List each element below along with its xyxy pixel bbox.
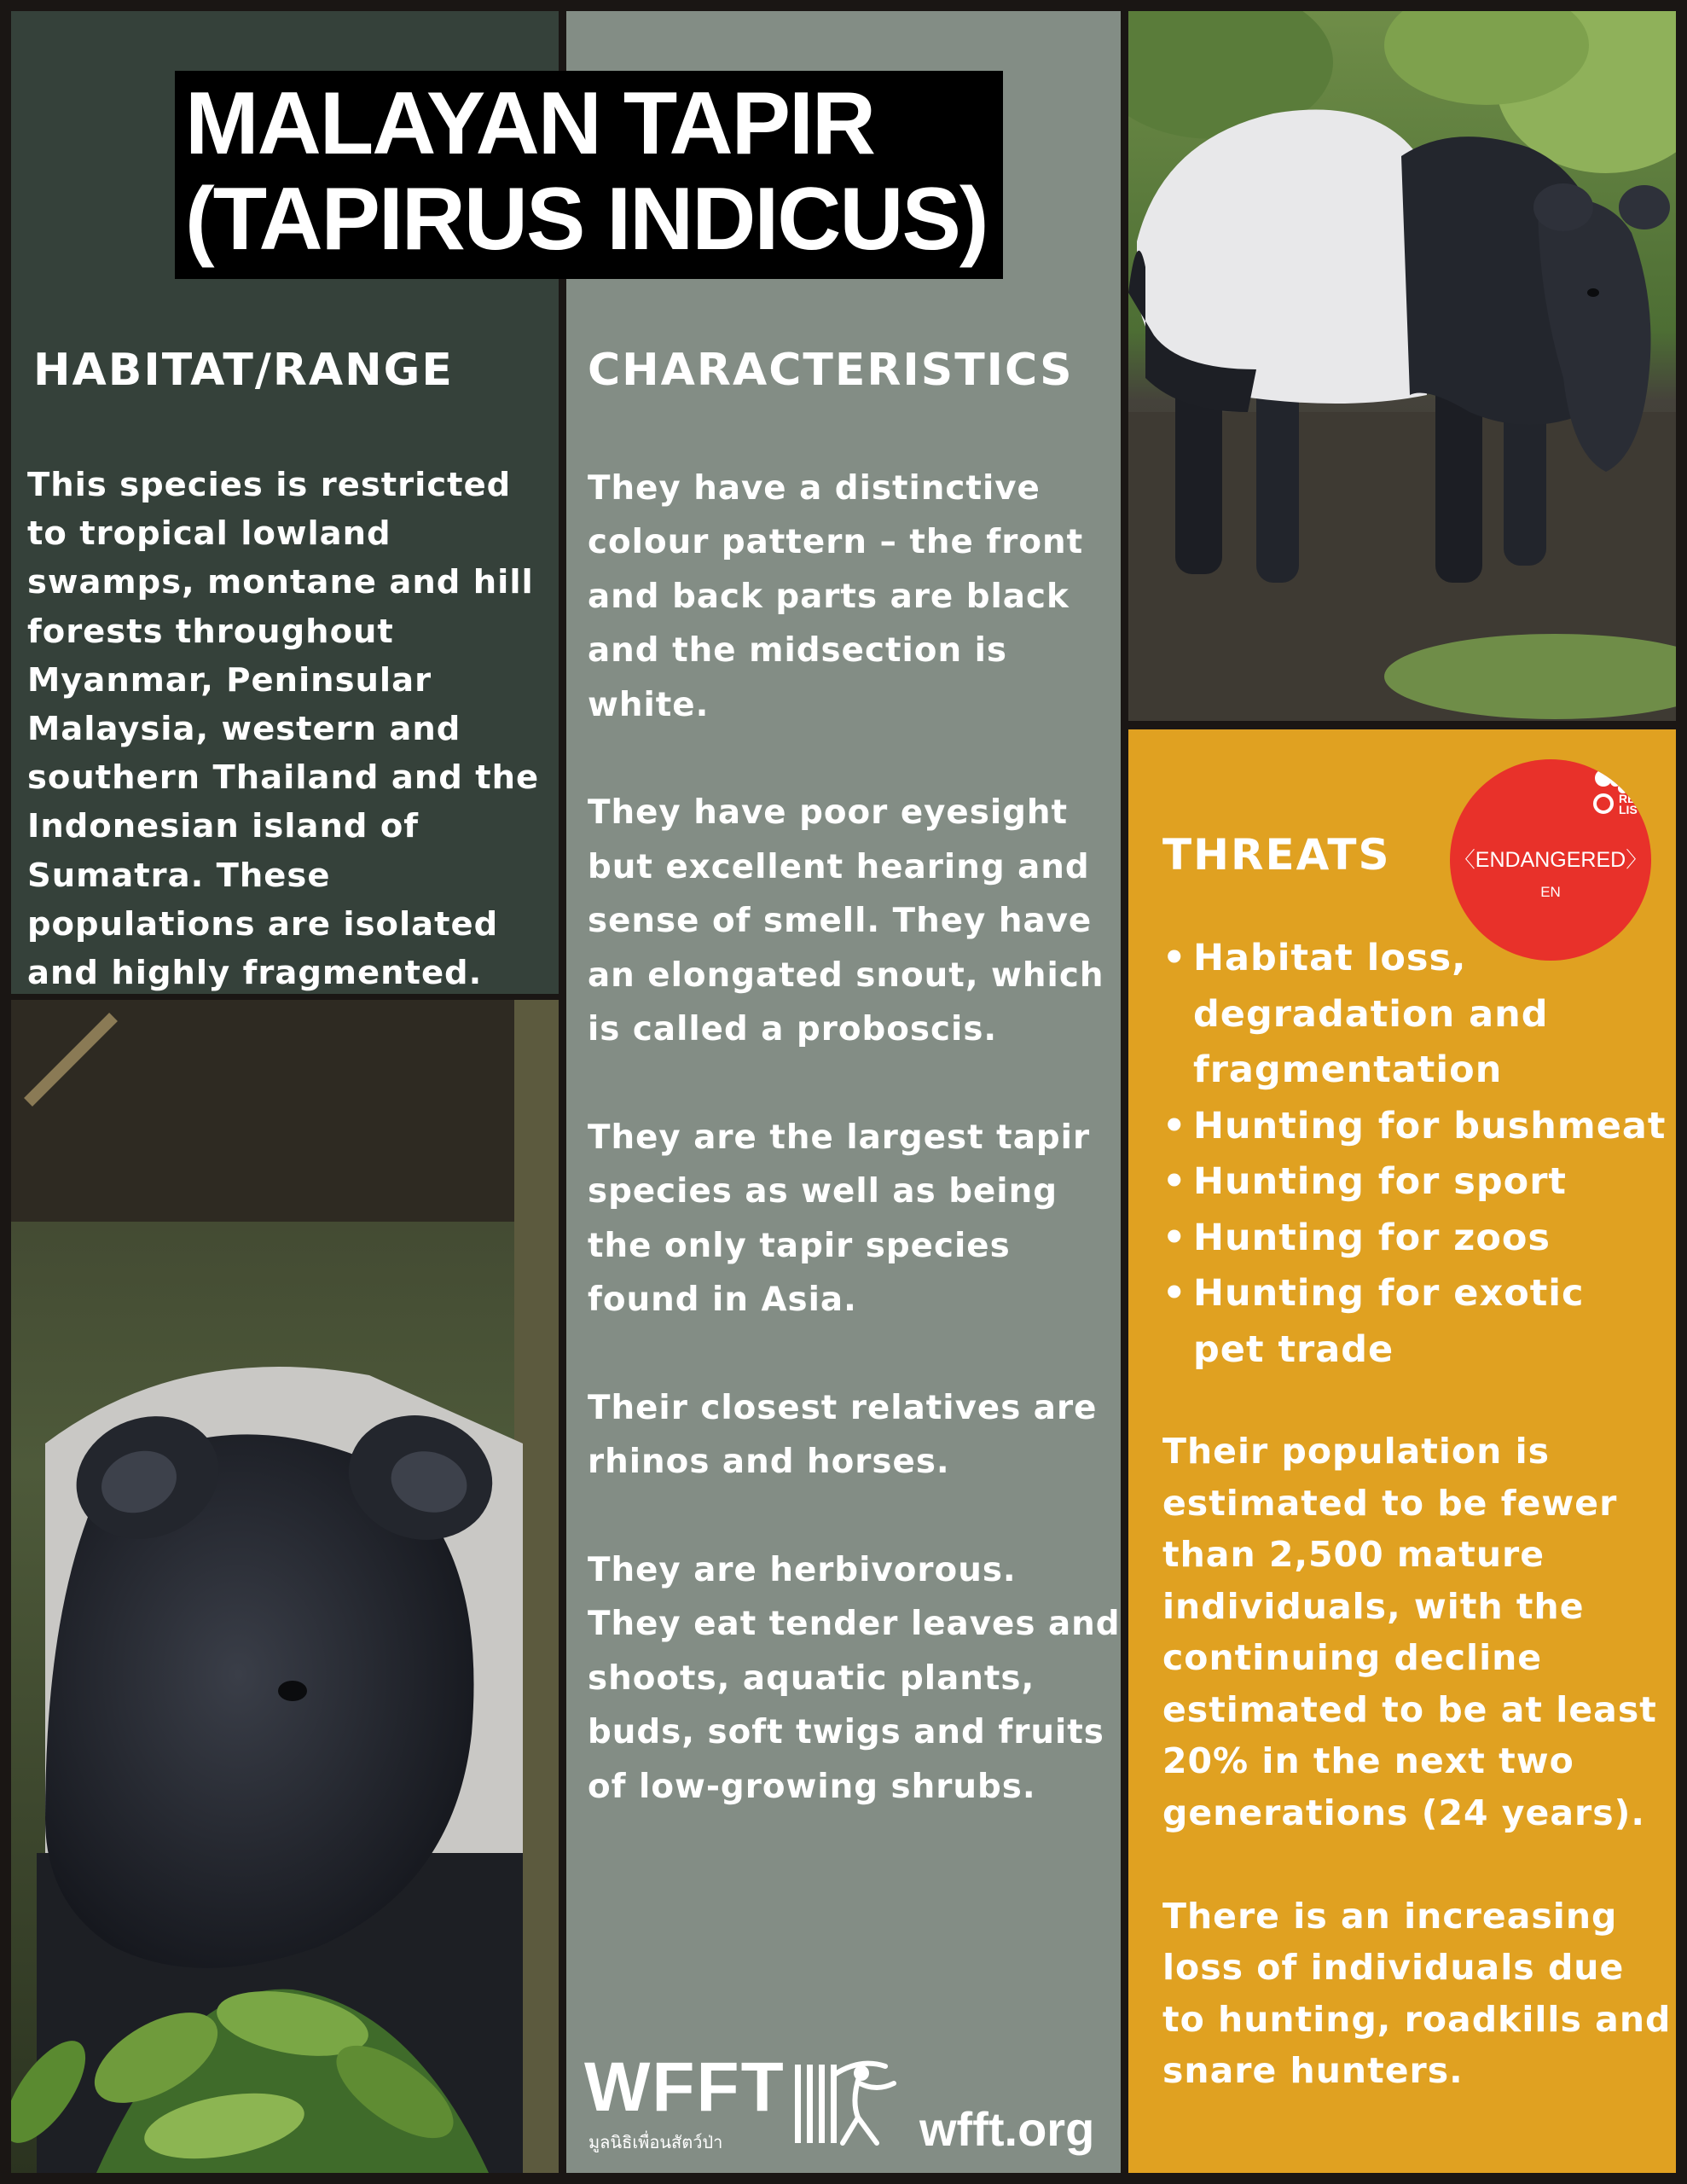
red-list-status-label: ENDANGERED <box>1475 848 1626 872</box>
threat-item: • Hunting for sport <box>1159 1154 1667 1211</box>
threat-item: • Hunting for zoos <box>1159 1211 1667 1267</box>
tapir-standing-photo <box>1128 11 1676 721</box>
red-list-status <box>1450 843 1651 874</box>
threats-paragraph: Their population is estimated to be fewer than 2,500 mature individuals, with the continuing decline estimated to be at least 20% in the next two generations (24 years). <box>1162 1431 1657 1833</box>
characteristics-paragraph: They have poor eyesight but excellent hearing and sense of smell. They have an elongated snout, which is called a proboscis. <box>588 793 1104 1049</box>
threats-heading: THREATS <box>1162 830 1391 880</box>
threats-paragraph: There is an increasing loss of individuals due to hunting, roadkills and snare hunters. <box>1162 1895 1672 2091</box>
characteristics-paragraph: They have a distinctive colour pattern – the front and back parts are black and the midsection is white. <box>588 469 1084 724</box>
title-common-name: MALAYAN TAPIR <box>185 74 875 173</box>
red-list-code: EN <box>1540 884 1561 900</box>
wfft-url[interactable]: wfft.org <box>919 2102 1095 2156</box>
red-list-badge <box>1450 759 1651 961</box>
threat-item: • Hunting for bushmeat <box>1159 1099 1667 1155</box>
tapir-closeup-illustration <box>11 1000 559 2173</box>
tapir-standing-illustration <box>1128 11 1676 721</box>
chevron-left-icon: 〈 <box>1453 848 1475 872</box>
threats-text <box>1162 1426 1674 2097</box>
characteristics-heading: CHARACTERISTICS <box>588 345 1074 396</box>
threats-list <box>1159 931 1667 1378</box>
page-title <box>175 71 1003 279</box>
wfft-logo-thai: มูลนิธิเพื่อนสัตว์ป่า <box>588 2132 723 2152</box>
habitat-text: This species is restricted to tropical lowland swamps, montane and hill forests throughout Myanmar, Peninsular Malaysia, western and southern Thailand and the Indonesian island of Sumatra. These populations are isolated and highly fragmented. <box>27 466 540 993</box>
gibbon-cage-icon <box>791 2058 902 2152</box>
red-list-logo-text: RED <box>1619 792 1644 805</box>
title-scientific-name: (TAPIRUS INDICUS) <box>185 170 988 269</box>
characteristics-text <box>588 462 1121 1814</box>
characteristics-paragraph: Their closest relatives are rhinos and horses. <box>588 1388 1098 1482</box>
tapir-closeup-photo <box>11 1000 559 2173</box>
characteristics-paragraph: They are the largest tapir species as well as being the only tapir species found in Asia. <box>588 1118 1091 1320</box>
habitat-heading: HABITAT/RANGE <box>33 345 454 396</box>
threat-item: • Hunting for exotic pet trade <box>1159 1266 1667 1378</box>
red-list-logo-text: LIST <box>1619 803 1645 816</box>
characteristics-panel <box>566 11 1121 2173</box>
wfft-logo: WFFT <box>584 2048 786 2126</box>
characteristics-paragraph: They are herbivorous. They eat tender leaves and shoots, aquatic plants, buds, soft twigs and fruits of low-growing shrubs. <box>588 1551 1121 1806</box>
chevron-right-icon: 〉 <box>1626 848 1648 872</box>
threat-item: • Habitat loss, degradation and fragmentation <box>1159 931 1667 1099</box>
red-list-logo-label <box>1619 793 1644 816</box>
